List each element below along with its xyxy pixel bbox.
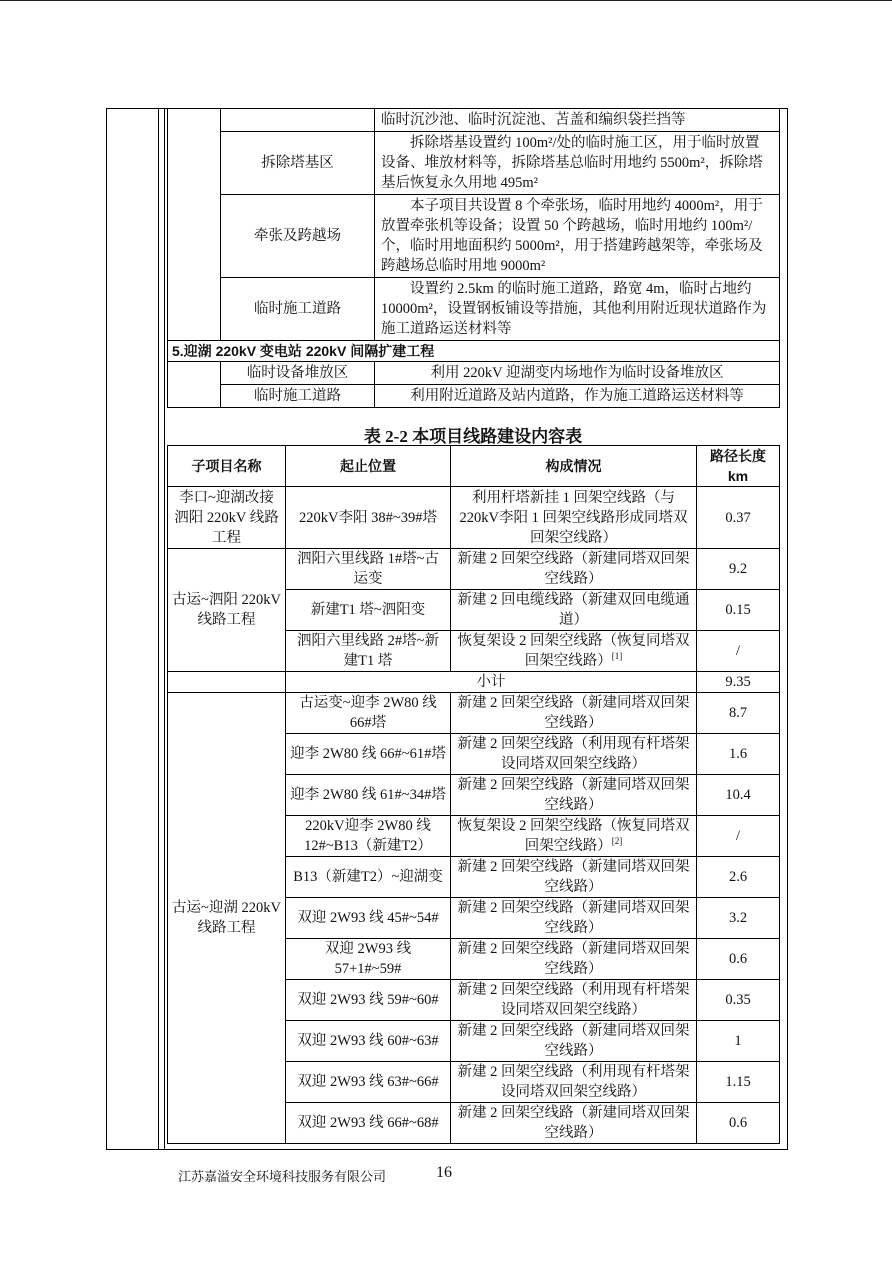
line-construction-table — [167, 445, 780, 1144]
header-length: 路径长度km — [697, 446, 780, 487]
sub-project-name: 古运~泗阳 220kV线路工程 — [168, 549, 286, 672]
area-cell: 临时施工道路 — [221, 278, 375, 341]
table-caption: 表 2-2 本项目线路建设内容表 — [363, 427, 583, 446]
header-sub-project: 子项目名称 — [168, 446, 286, 487]
blank-cell — [168, 109, 221, 341]
position-cell: B13（新建T2）~迎湖变 — [286, 857, 451, 898]
composition-cell: 新建 2 回架空线路（新建同塔双回架空线路） — [451, 1103, 697, 1144]
position-cell: 双迎 2W93 线 63#~66# — [286, 1062, 451, 1103]
position-cell: 新建T1 塔~泗阳变 — [286, 590, 451, 631]
position-cell: 双迎 2W93 线 57+1#~59# — [286, 939, 451, 980]
length-cell: 0.15 — [697, 590, 780, 631]
composition-cell: 新建 2 回架空线路（利用现有杆塔架设同塔双回架空线路） — [451, 1062, 697, 1103]
top-rule — [0, 0, 892, 1]
composition-cell: 新建 2 回电缆线路（新建双回电缆通道） — [451, 590, 697, 631]
header-composition: 构成情况 — [451, 446, 697, 487]
length-cell: 0.6 — [697, 939, 780, 980]
length-cell: 3.2 — [697, 898, 780, 939]
length-cell: 9.2 — [697, 549, 780, 590]
position-cell: 迎李 2W80 线 61#~34#塔 — [286, 775, 451, 816]
area-cell — [221, 109, 375, 132]
length-cell: / — [697, 631, 780, 672]
frame-line — [158, 108, 159, 1150]
length-cell: 1 — [697, 1021, 780, 1062]
composition-cell: 利用杆塔新挂 1 回架空线路（与 220kV李阳 1 回架空线路形成同塔双回架空线路） — [451, 487, 697, 549]
length-cell: / — [697, 816, 780, 857]
position-cell: 泗阳六里线路 1#塔~古运变 — [286, 549, 451, 590]
position-cell: 220kV李阳 38#~39#塔 — [286, 487, 451, 549]
composition-text: 恢复架设 2 回架空线路（恢复同塔双回架空线路） — [457, 633, 690, 669]
position-cell: 220kV迎李 2W80 线 12#~B13（新建T2） — [286, 816, 451, 857]
length-cell: 2.6 — [697, 857, 780, 898]
desc-cell: 利用附近道路及站内道路，作为施工道路运送材料等 — [375, 385, 780, 408]
desc-cell: 临时沉沙池、临时沉淀池、苫盖和编织袋拦挡等 — [375, 109, 780, 132]
length-cell: 8.7 — [697, 693, 780, 734]
footnote-ref: [2] — [611, 836, 623, 847]
temporary-land-table — [167, 108, 780, 408]
position-cell: 双迎 2W93 线 66#~68# — [286, 1103, 451, 1144]
blank-cell — [168, 362, 221, 408]
composition-cell: 新建 2 回架空线路（新建同塔双回架空线路） — [451, 898, 697, 939]
footer-company: 江苏嘉溢安全环境科技服务有限公司 — [178, 1170, 387, 1185]
position-cell: 双迎 2W93 线 45#~54# — [286, 898, 451, 939]
position-cell: 迎李 2W80 线 66#~61#塔 — [286, 734, 451, 775]
composition-cell: 新建 2 回架空线路（新建同塔双回架空线路） — [451, 693, 697, 734]
area-cell: 临时设备堆放区 — [221, 362, 375, 385]
header-position: 起止位置 — [286, 446, 451, 487]
desc-cell: 本子项目共设置 8 个牵张场，临时用地约 4000m²，用于放置牵张机等设备；设置 50 个跨越场，临时用地约 100m²/个，临时用地面积约 5000m²，用于搭建跨越架等，牵张场及跨越场总临时用地 9000m² — [375, 195, 780, 278]
blank-cell — [168, 672, 286, 693]
area-cell: 拆除塔基区 — [221, 132, 375, 195]
area-cell: 临时施工道路 — [221, 385, 375, 408]
position-cell: 双迎 2W93 线 59#~60# — [286, 980, 451, 1021]
composition-cell: 新建 2 回架空线路（新建同塔双回架空线路） — [451, 549, 697, 590]
composition-cell: 新建 2 回架空线路（利用现有杆塔架设同塔双回架空线路） — [451, 980, 697, 1021]
frame-line — [164, 108, 165, 1150]
position-cell: 古运变~迎李 2W80 线 66#塔 — [286, 693, 451, 734]
length-cell: 0.6 — [697, 1103, 780, 1144]
subtotal-value: 9.35 — [697, 672, 780, 693]
composition-cell: 新建 2 回架空线路（新建同塔双回架空线路） — [451, 939, 697, 980]
composition-cell: 新建 2 回架空线路（新建同塔双回架空线路） — [451, 775, 697, 816]
position-cell: 双迎 2W93 线 60#~63# — [286, 1021, 451, 1062]
area-cell: 牵张及跨越场 — [221, 195, 375, 278]
position-cell: 泗阳六里线路 2#塔~新建T1 塔 — [286, 631, 451, 672]
length-cell: 10.4 — [697, 775, 780, 816]
footnote-ref: [1] — [611, 651, 623, 662]
length-cell: 1.15 — [697, 1062, 780, 1103]
composition-cell — [451, 816, 697, 857]
length-cell: 1.6 — [697, 734, 780, 775]
sub-project-name: 古运~迎湖 220kV线路工程 — [168, 693, 286, 1144]
composition-cell: 新建 2 回架空线路（新建同塔双回架空线路） — [451, 1021, 697, 1062]
composition-text: 恢复架设 2 回架空线路（恢复同塔双回架空线路） — [457, 818, 690, 854]
composition-cell — [451, 631, 697, 672]
composition-cell: 新建 2 回架空线路（利用现有杆塔架设同塔双回架空线路） — [451, 734, 697, 775]
sub-project-name: 李口~迎湖改接泗阳 220kV 线路工程 — [168, 487, 286, 549]
length-cell: 0.35 — [697, 980, 780, 1021]
section-title: 5.迎湖 220kV 变电站 220kV 间隔扩建工程 — [168, 341, 780, 362]
desc-cell: 拆除塔基设置约 100m²/处的临时施工区，用于临时放置设备、堆放材料等，拆除塔基总临时用地约 5500m²，拆除塔基后恢复永久用地 495m² — [375, 132, 780, 195]
composition-cell: 新建 2 回架空线路（新建同塔双回架空线路） — [451, 857, 697, 898]
desc-cell: 设置约 2.5km 的临时施工道路，路宽 4m，临时占地约 10000m²，设置钢板铺设等措施，其他利用附近现状道路作为施工道路运送材料等 — [375, 278, 780, 341]
subtotal-label: 小计 — [286, 672, 697, 693]
length-cell: 0.37 — [697, 487, 780, 549]
desc-cell: 利用 220kV 迎湖变内场地作为临时设备堆放区 — [375, 362, 780, 385]
page-number: 16 — [436, 1164, 452, 1181]
